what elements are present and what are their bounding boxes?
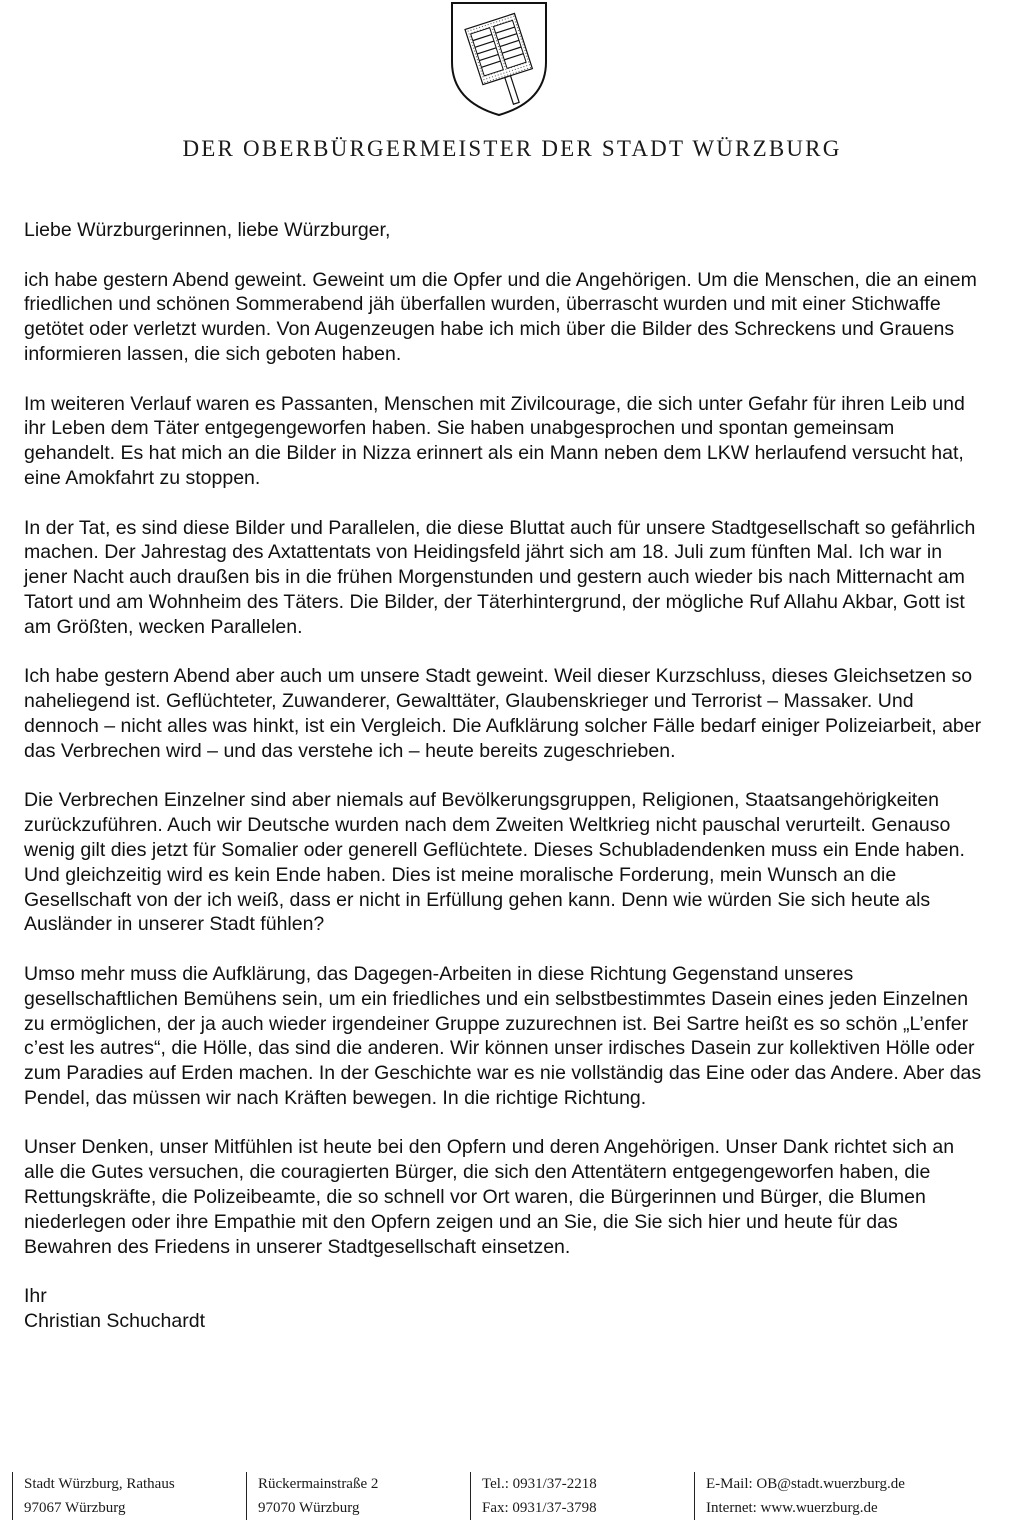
footer-text: Stadt Würzburg, Rathaus	[24, 1476, 175, 1492]
letter-paragraph: Unser Denken, unser Mitfühlen ist heute bei den Opfern und deren Angehörigen. Unser Dank richtet sich an alle die Gutes versuchen, die couragierten Bürger, die sich den Attentätern entgegengeworfen haben, die Rettungskräfte, die Polizeibeamte, die so schnell vor Ort waren, die Bürgerinnen und Bürger, die Blumen niederlegen oder ihre Empathie mit den Opfern zeigen und an Sie, die Sie sich hier und heute für das Bewahren des Friedens in unserer Stadtgesellschaft einsetzen.	[24, 1136, 955, 1258]
footer-contact-online	[694, 1472, 905, 1520]
letter-paragraph: Ich habe gestern Abend aber auch um unsere Stadt geweint. Weil dieser Kurzschluss, dieses Gleichsetzen so naheliegend ist. Geflüchteter, Zuwanderer, Gewalttäter, Glaubenskrieger und Terrorist – Massaker. Und dennoch – nicht alles was hinkt, ist ein Vergleich. Die Aufklärung solcher Fälle bedarf einiger Polizeiarbeit, aber das Verbrechen wird – und das verstehe ich – heute bereits zugeschrieben.	[24, 665, 982, 762]
footer-phone: Tel.: 0931/37-2218	[482, 1476, 597, 1492]
letter-greeting: Liebe Würzburgerinnen, liebe Würzburger,	[24, 219, 391, 241]
footer-text: Rückermainstraße 2	[258, 1476, 379, 1492]
footer-email: E-Mail: OB@stadt.wuerzburg.de	[706, 1476, 905, 1492]
letter-body	[24, 218, 984, 1334]
letter-paragraph: Umso mehr muss die Aufklärung, das Dagegen-Arbeiten in diese Richtung Gegenstand unseres gesellschaftlichen Bemühens sein, um ein friedliches und ein selbstbestimmtes Dasein eines jeden Einzelnen zu ermöglichen, der ja auch wieder irgendeiner Gruppe zuzurechnen ist. Bei Sartre heißt es so schön „L’enfer c’est les autres“, die Hölle, das sind die anderen. Wir können unser irdisches Dasein zur kollektiven Hölle oder zum Paradies auf Erden machen. In der Geschichte war es nie vollständig das Eine oder das Andere. Aber das Pendel, das müssen wir nach Kräften bewegen. In die richtige Richtung.	[24, 962, 982, 1109]
footer	[0, 1468, 1024, 1520]
page-title: DER OBERBÜRGERMEISTER DER STADT WÜRZBURG	[182, 136, 842, 161]
letter-paragraph: ich habe gestern Abend geweint. Geweint um die Opfer und die Angehörigen. Um die Menschen, die an einem friedlichen und schönen Sommerabend jäh überfallen wurden, überrascht wurden und mit einer Stichwaffe getötet oder verletzt wurden. Von Augenzeugen habe ich mich über die Bilder des Schreckens und Grauens informieren lassen, die sich geboten haben.	[24, 268, 977, 365]
footer-address-street	[246, 1472, 378, 1520]
letter-paragraph: Im weiteren Verlauf waren es Passanten, Menschen mit Zivilcourage, die sich unter Gefahr für ihren Leib und ihr Leben dem Täter entgegengeworfen haben. Sie haben unabgesprochen und spontan gemeinsam gehandelt. Es hat mich an die Bilder in Nizza erinnert als ein Mann neben dem LKW herlaufend versucht hat, eine Amokfahrt zu stoppen.	[24, 392, 965, 489]
letter-closing: Ihr	[24, 1285, 47, 1308]
footer-address-rathaus	[12, 1472, 175, 1520]
footer-text: 97070 Würzburg	[258, 1500, 360, 1516]
wuerzburg-coat-of-arms-icon	[447, 0, 551, 118]
letter-signature: Christian Schuchardt	[24, 1310, 206, 1333]
letter-paragraph: In der Tat, es sind diese Bilder und Parallelen, die diese Bluttat auch für unsere Stadtgesellschaft so gefährlich machen. Der Jahrestag des Axtattentats von Heidingsfeld jährt sich am 18. Juli zum fünften Mal. Ich war in jener Nacht auch draußen bis in die frühen Morgenstunden und gestern auch wieder bis nach Mitternacht am Tatort und am Wohnheim des Täters. Die Bilder, der Täterhintergrund, der mögliche Ruf Allahu Akbar, Gott ist am Größten, wecken Parallelen.	[24, 516, 976, 638]
footer-fax: Fax: 0931/37-3798	[482, 1500, 597, 1516]
footer-website: Internet: www.wuerzburg.de	[706, 1500, 878, 1516]
footer-text: 97067 Würzburg	[24, 1500, 126, 1516]
footer-phone-fax	[470, 1472, 597, 1520]
letter-paragraph: Die Verbrechen Einzelner sind aber niemals auf Bevölkerungsgruppen, Religionen, Staatsangehörigkeiten zurückzuführen. Auch wir Deutsche wurden nach dem Zweiten Weltkrieg nicht pauschal verurteilt. Genauso wenig gilt dies jetzt für Somalier oder generell Geflüchtete. Dieses Schubladendenken muss ein Ende haben. Und gleichzeitig wird es kein Ende haben. Dies ist meine moralische Forderung, mein Wunsch an die Gesellschaft von der ich weiß, dass er nicht in Erfüllung gehen kann. Denn wie würden Sie sich heute als Ausländer in unserer Stadt fühlen?	[24, 789, 965, 936]
